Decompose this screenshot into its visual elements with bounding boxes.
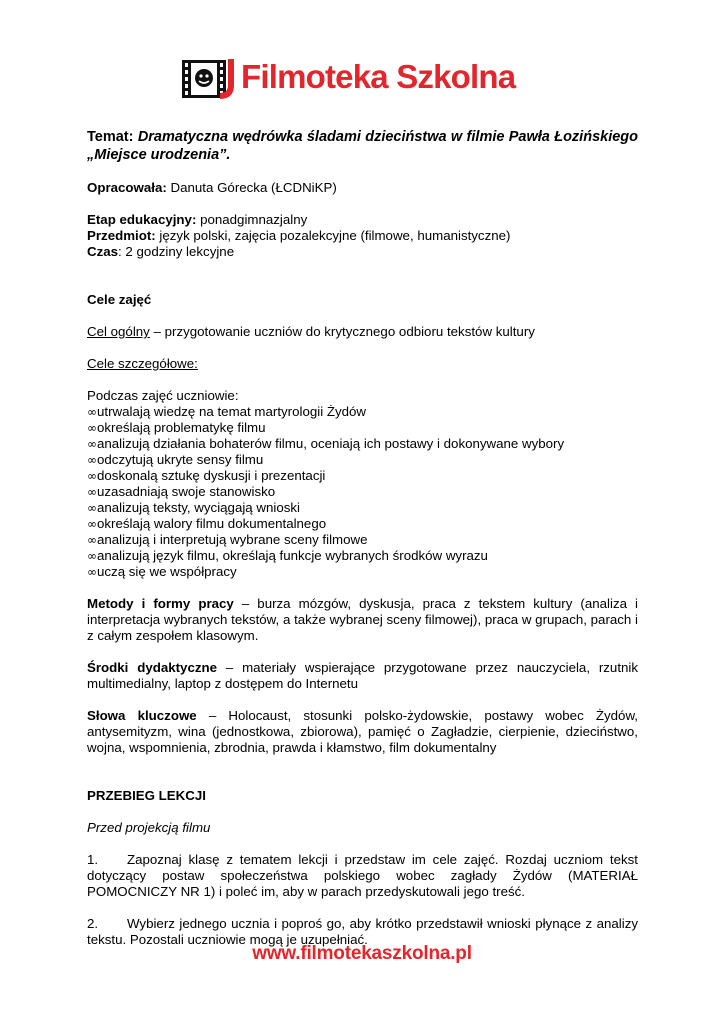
step-number: 1. — [87, 852, 99, 867]
bullet-symbol: ∞ — [87, 533, 97, 547]
general-goal-label: Cel ogólny — [87, 324, 150, 339]
bullet-symbol: ∞ — [87, 565, 97, 579]
time-line — [87, 244, 638, 260]
subject-label: Przedmiot: — [87, 228, 156, 243]
specific-goals-label: Cele szczegółowe: — [87, 356, 198, 371]
lesson-heading: PRZEBIEG LEKCJI — [87, 788, 206, 803]
footer-url: www.filmotekaszkolna.pl — [252, 943, 472, 964]
film-strip-with-face-icon — [182, 57, 238, 101]
title-lead: Temat: — [87, 129, 134, 145]
bullet-symbol: ∞ — [87, 517, 97, 531]
list-item: ∞doskonalą sztukę dyskusji i prezentacji — [87, 468, 326, 483]
step-number: 2. — [87, 916, 99, 931]
bullet-symbol: ∞ — [87, 469, 97, 483]
time-label: Czas — [87, 244, 119, 259]
list-item: ∞analizują język filmu, określają funkcje wybranych środków wyrazu — [87, 548, 488, 563]
step-text: Wybierz jednego ucznia i poproś go, aby krótko przedstawił wnioski płynące z analizy tekstu. Pozostali uczniowie mogą je uzupełniać. — [87, 916, 638, 947]
bullet-symbol: ∞ — [87, 485, 97, 499]
list-item: ∞określają walory filmu dokumentalnego — [87, 516, 327, 531]
stage-label: Etap edukacyjny: — [87, 212, 197, 227]
subject-value: język polski, zajęcia pozalekcyjne (filmowe, humanistyczne) — [159, 228, 511, 243]
step-text: Zapoznaj klasę z tematem lekcji i przedstaw im cele zajęć. Rozdaj uczniom tekst dotyczący postaw społeczeństwa polskiego wobec zagłady Żydów (MATERIAŁ POMOCNICZY NR 1) i poleć im, aby w parach przedyskutowali jego treść. — [87, 852, 638, 899]
goals-intro: Podczas zajęć uczniowie: — [87, 388, 239, 403]
keywords-label: Słowa kluczowe — [87, 708, 197, 723]
methods-paragraph — [87, 596, 638, 644]
general-goal — [87, 324, 638, 340]
lesson-title — [87, 128, 638, 164]
bullet-symbol: ∞ — [87, 549, 97, 563]
methods-label: Metody i formy pracy — [87, 596, 234, 611]
goals-heading: Cele zajęć — [87, 292, 152, 307]
resources-paragraph — [87, 660, 638, 692]
stage-value: ponadgimnazjalny — [200, 212, 308, 227]
author-label: Opracowała: — [87, 180, 167, 195]
stage-line — [87, 212, 638, 228]
list-item: ∞analizują i interpretują wybrane sceny filmowe — [87, 532, 368, 547]
lesson-step — [87, 852, 638, 900]
document-body — [87, 128, 638, 948]
author-value: Danuta Górecka (ŁCDNiKP) — [170, 180, 337, 195]
keywords-text: – Holocaust, stosunki polsko-żydowskie, postawy wobec Żydów, antysemityzm, wina (jednostkowa, zbiorowa), pamięć o Zagładzie, cierpienie, dzieciństwo, wojna, wspomnienia, zbrodnia, prawda i kłamstwo, film dokumentalny — [87, 708, 639, 755]
filmoteka-logo — [182, 57, 552, 101]
bullet-symbol: ∞ — [87, 437, 97, 451]
methods-text: – burza mózgów, dyskusja, praca z tekstem kultury (analiza i interpretacja wybranych tekstów, a także wybranej sceny filmowej), praca w grupach, parach i z całym zespołem klasowym. — [87, 596, 638, 643]
author-line — [87, 180, 638, 196]
bullet-symbol: ∞ — [87, 405, 97, 419]
subject-line — [87, 228, 638, 244]
general-goal-text: – przygotowanie uczniów do krytycznego odbioru tekstów kultury — [149, 324, 535, 339]
list-item: ∞uczą się we współpracy — [87, 564, 237, 579]
bullet-symbol: ∞ — [87, 501, 97, 515]
resources-text: – materiały wspierające przygotowane przez nauczyciela, rzutnik multimedialny, laptop z dostępem do Internetu — [87, 660, 639, 691]
title-topic: Dramatyczna wędrówka śladami dzieciństwa w filmie Pawła Łozińskiego „Miejsce urodzenia”. — [87, 129, 638, 163]
keywords-paragraph — [87, 708, 638, 756]
list-item: ∞analizują teksty, wyciągają wnioski — [87, 500, 300, 515]
list-item: ∞analizują działania bohaterów filmu, oceniają ich postawy i dokonywane wybory — [87, 436, 565, 451]
bullet-symbol: ∞ — [87, 421, 97, 435]
goals-list — [87, 404, 638, 580]
list-item: ∞określają problematykę filmu — [87, 420, 266, 435]
time-value: : 2 godziny lekcyjne — [118, 244, 235, 259]
list-item: ∞odczytują ukryte sensy filmu — [87, 452, 264, 467]
bullet-symbol: ∞ — [87, 453, 97, 467]
lesson-subheading: Przed projekcją filmu — [87, 820, 211, 835]
resources-label: Środki dydaktyczne — [87, 660, 218, 675]
list-item: ∞utrwalają wiedzę na temat martyrologii Żydów — [87, 404, 367, 419]
list-item: ∞uzasadniają swoje stanowisko — [87, 484, 276, 499]
brand-name: Filmoteka Szkolna — [241, 58, 516, 95]
